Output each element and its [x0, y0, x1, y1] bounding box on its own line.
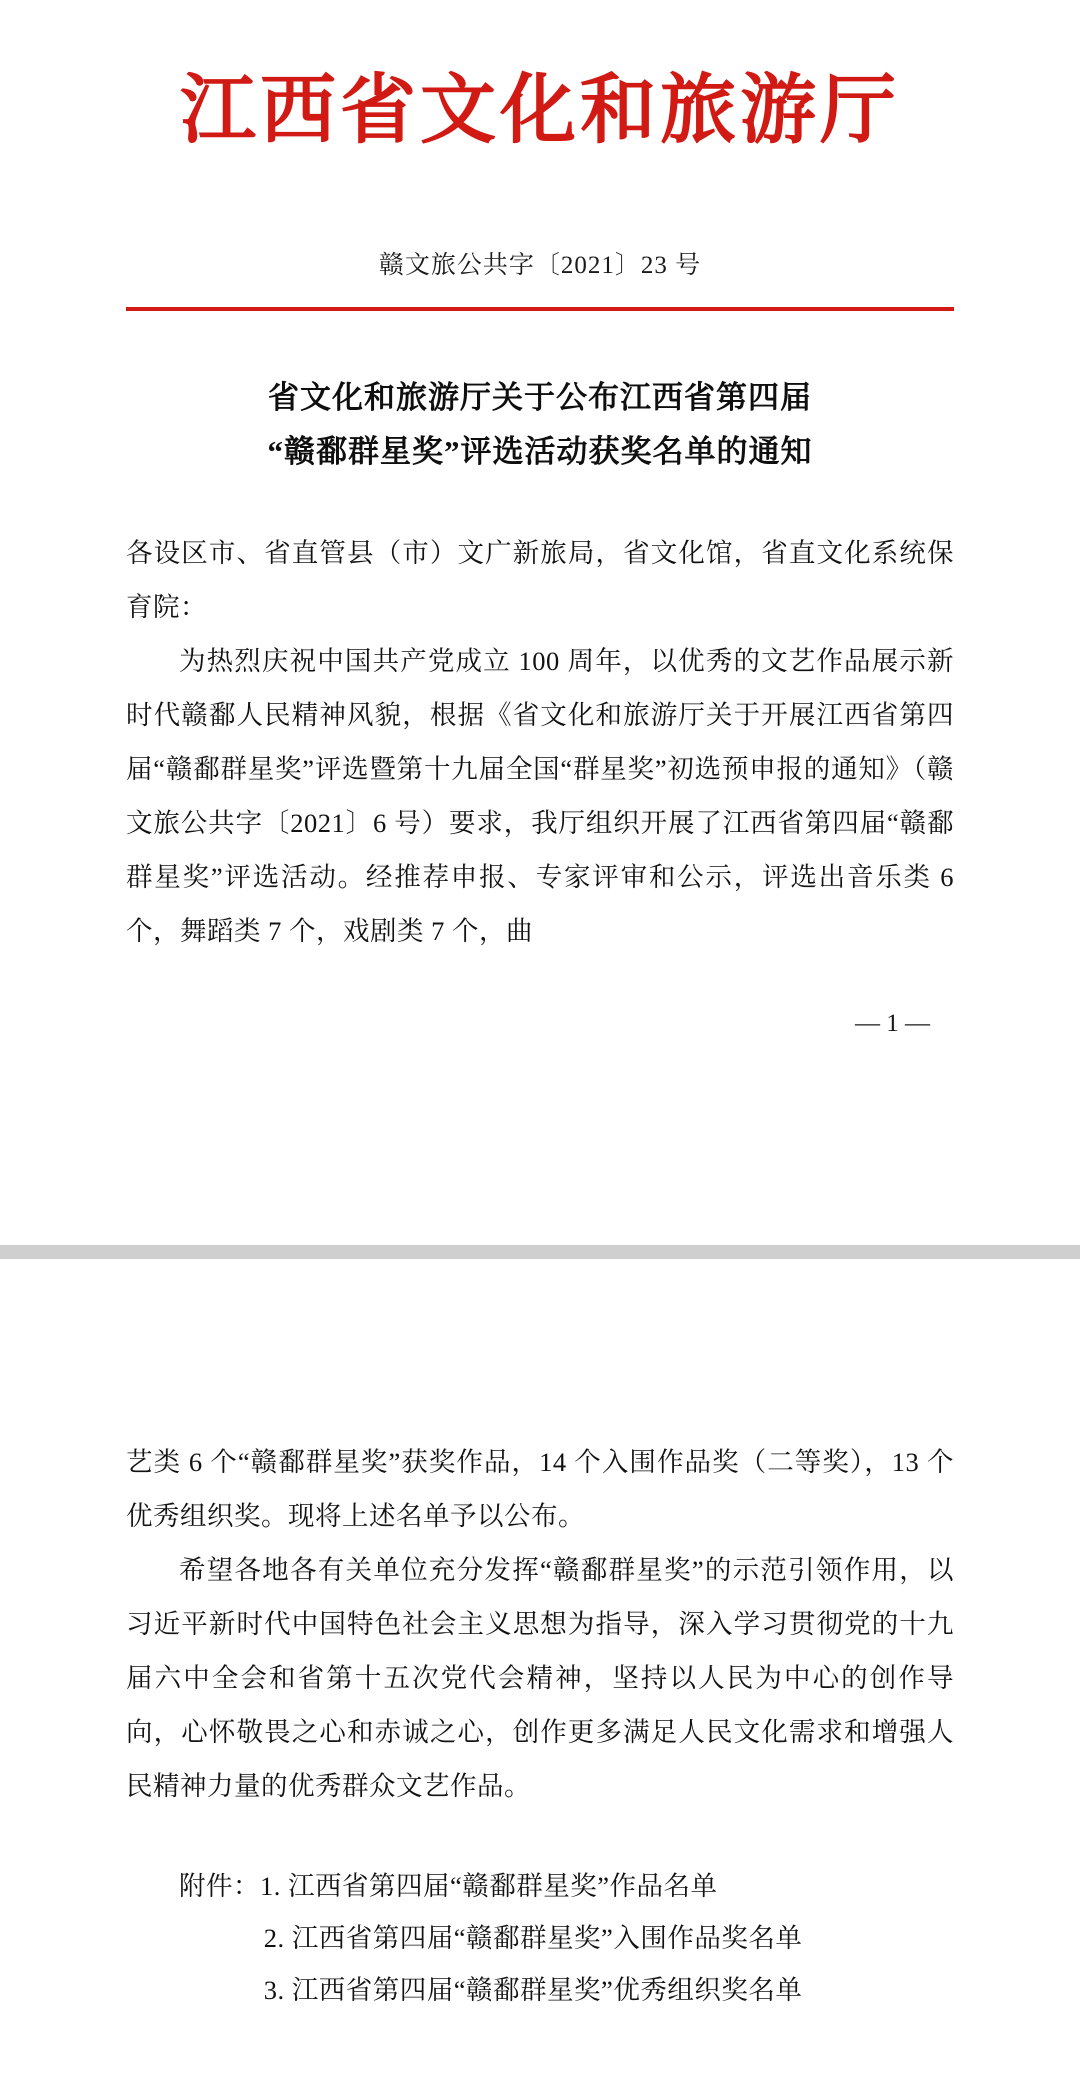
masthead: [0, 0, 1080, 157]
issuing-authority-title: 江西省文化和旅游厅: [180, 65, 900, 154]
addressee-paragraph: 各设区市、省直管县（市）文广新旅局，省文化馆，省直文化系统保育院：: [126, 537, 954, 622]
page-title-line-1: 省文化和旅游厅关于公布江西省第四届: [268, 380, 812, 415]
body-paragraph-2: 希望各地各有关单位充分发挥“赣鄱群星奖”的示范引领作用，以习近平新时代中国特色社会主义思想为指导，深入学习贯彻党的十九届六中全会和省第十五次党代会精神，坚持以人民为中心的创作导向，心怀敬畏之心和赤诚之心，创作更多满足人民文化需求和增强人民精神力量的优秀群众文艺作品。: [126, 1555, 954, 1802]
page-number-marker: — 1 —: [855, 1009, 930, 1037]
attachment-item: 3. 江西省第四届“赣鄱群星奖”优秀组织奖名单: [263, 1975, 803, 2006]
body-paragraph-1-continued: 艺类 6 个“赣鄱群星奖”获奖作品，14 个入围作品奖（二等奖），13 个优秀组织奖。现将上述名单予以公布。: [126, 1447, 954, 1532]
page-1-body: [126, 526, 954, 958]
page-separator: [0, 1245, 1080, 1259]
red-divider-rule: [126, 307, 954, 311]
page-2-body: [126, 1259, 954, 1813]
attachment-item: 2. 江西省第四届“赣鄱群星奖”入围作品奖名单: [263, 1923, 803, 1954]
page-title: [160, 371, 920, 480]
document-page-2: [0, 1259, 1080, 2085]
body-paragraph-1: 为热烈庆祝中国共产党成立 100 周年，以优秀的文艺作品展示新时代赣鄱人民精神风貌，根据《省文化和旅游厅关于开展江西省第四届“赣鄱群星奖”评选暨第十九届全国“群星奖”初选预申报的通知》（赣文旅公共字〔2021〕6 号）要求，我厅组织开展了江西省第四届“赣鄱群星奖”评选活动。经推荐申报、专家评审和公示，评选出音乐类 6 个，舞蹈类 7 个，戏剧类 7 个，曲: [126, 645, 954, 946]
attachments-label: 附件：1. 江西省第四届“赣鄱群星奖”作品名单: [179, 1871, 718, 1902]
document-number: 赣文旅公共字〔2021〕23 号: [378, 252, 702, 279]
attachments-block: [126, 1861, 954, 2017]
page-title-line-2: “赣鄱群星奖”评选活动获奖名单的通知: [267, 434, 813, 470]
